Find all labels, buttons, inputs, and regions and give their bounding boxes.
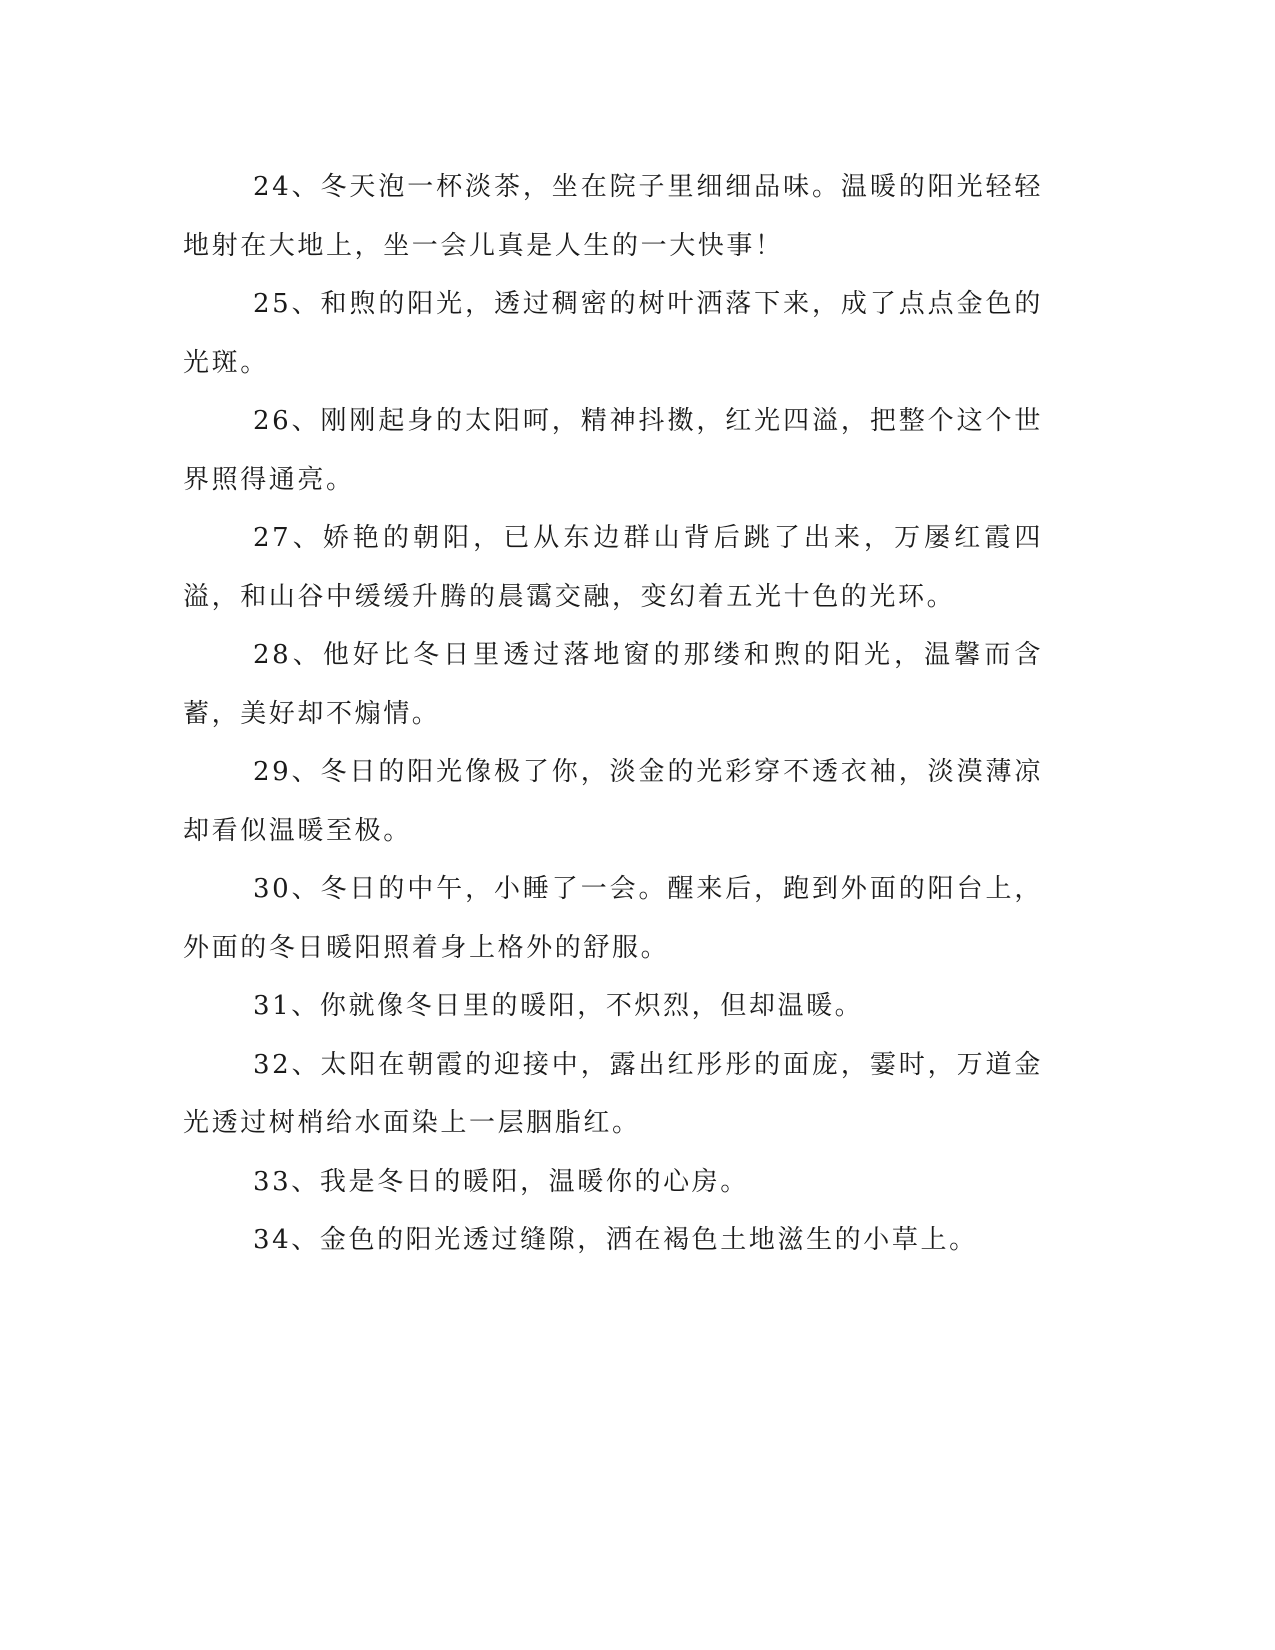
document-body [183, 158, 1043, 1270]
paragraph-28: 28、他好比冬日里透过落地窗的那缕和煦的阳光，温馨而含蓄，美好却不煽情。 [183, 640, 1043, 729]
paragraph-29: 29、冬日的阳光像极了你，淡金的光彩穿不透衣袖，淡漠薄凉却看似温暖至极。 [183, 757, 1043, 846]
paragraph-24: 24、冬天泡一杯淡茶，坐在院子里细细品味。温暖的阳光轻轻地射在大地上，坐一会儿真是人生的一大快事！ [183, 172, 1043, 261]
paragraph-33: 33、我是冬日的暖阳，温暖你的心房。 [253, 1166, 749, 1197]
paragraph-34: 34、金色的阳光透过缝隙，洒在褐色土地滋生的小草上。 [253, 1225, 978, 1255]
paragraph-30: 30、冬日的中午，小睡了一会。醒来后，跑到外面的阳台上，外面的冬日暖阳照着身上格外的舒服。 [183, 874, 1043, 963]
paragraph-25: 25、和煦的阳光，透过稠密的树叶洒落下来，成了点点金色的光斑。 [183, 289, 1043, 378]
paragraph-26: 26、刚刚起身的太阳呵，精神抖擞，红光四溢，把整个这个世界照得通亮。 [183, 406, 1043, 495]
paragraph-32: 32、太阳在朝霞的迎接中，露出红彤彤的面庞，霎时，万道金光透过树梢给水面染上一层胭脂红。 [183, 1049, 1043, 1138]
paragraph-31: 31、你就像冬日里的暖阳，不炽烈，但却温暖。 [253, 991, 864, 1021]
paragraph-27: 27、娇艳的朝阳，已从东边群山背后跳了出来，万屡红霞四溢，和山谷中缓缓升腾的晨霭交融，变幻着五光十色的光环。 [183, 523, 1043, 612]
